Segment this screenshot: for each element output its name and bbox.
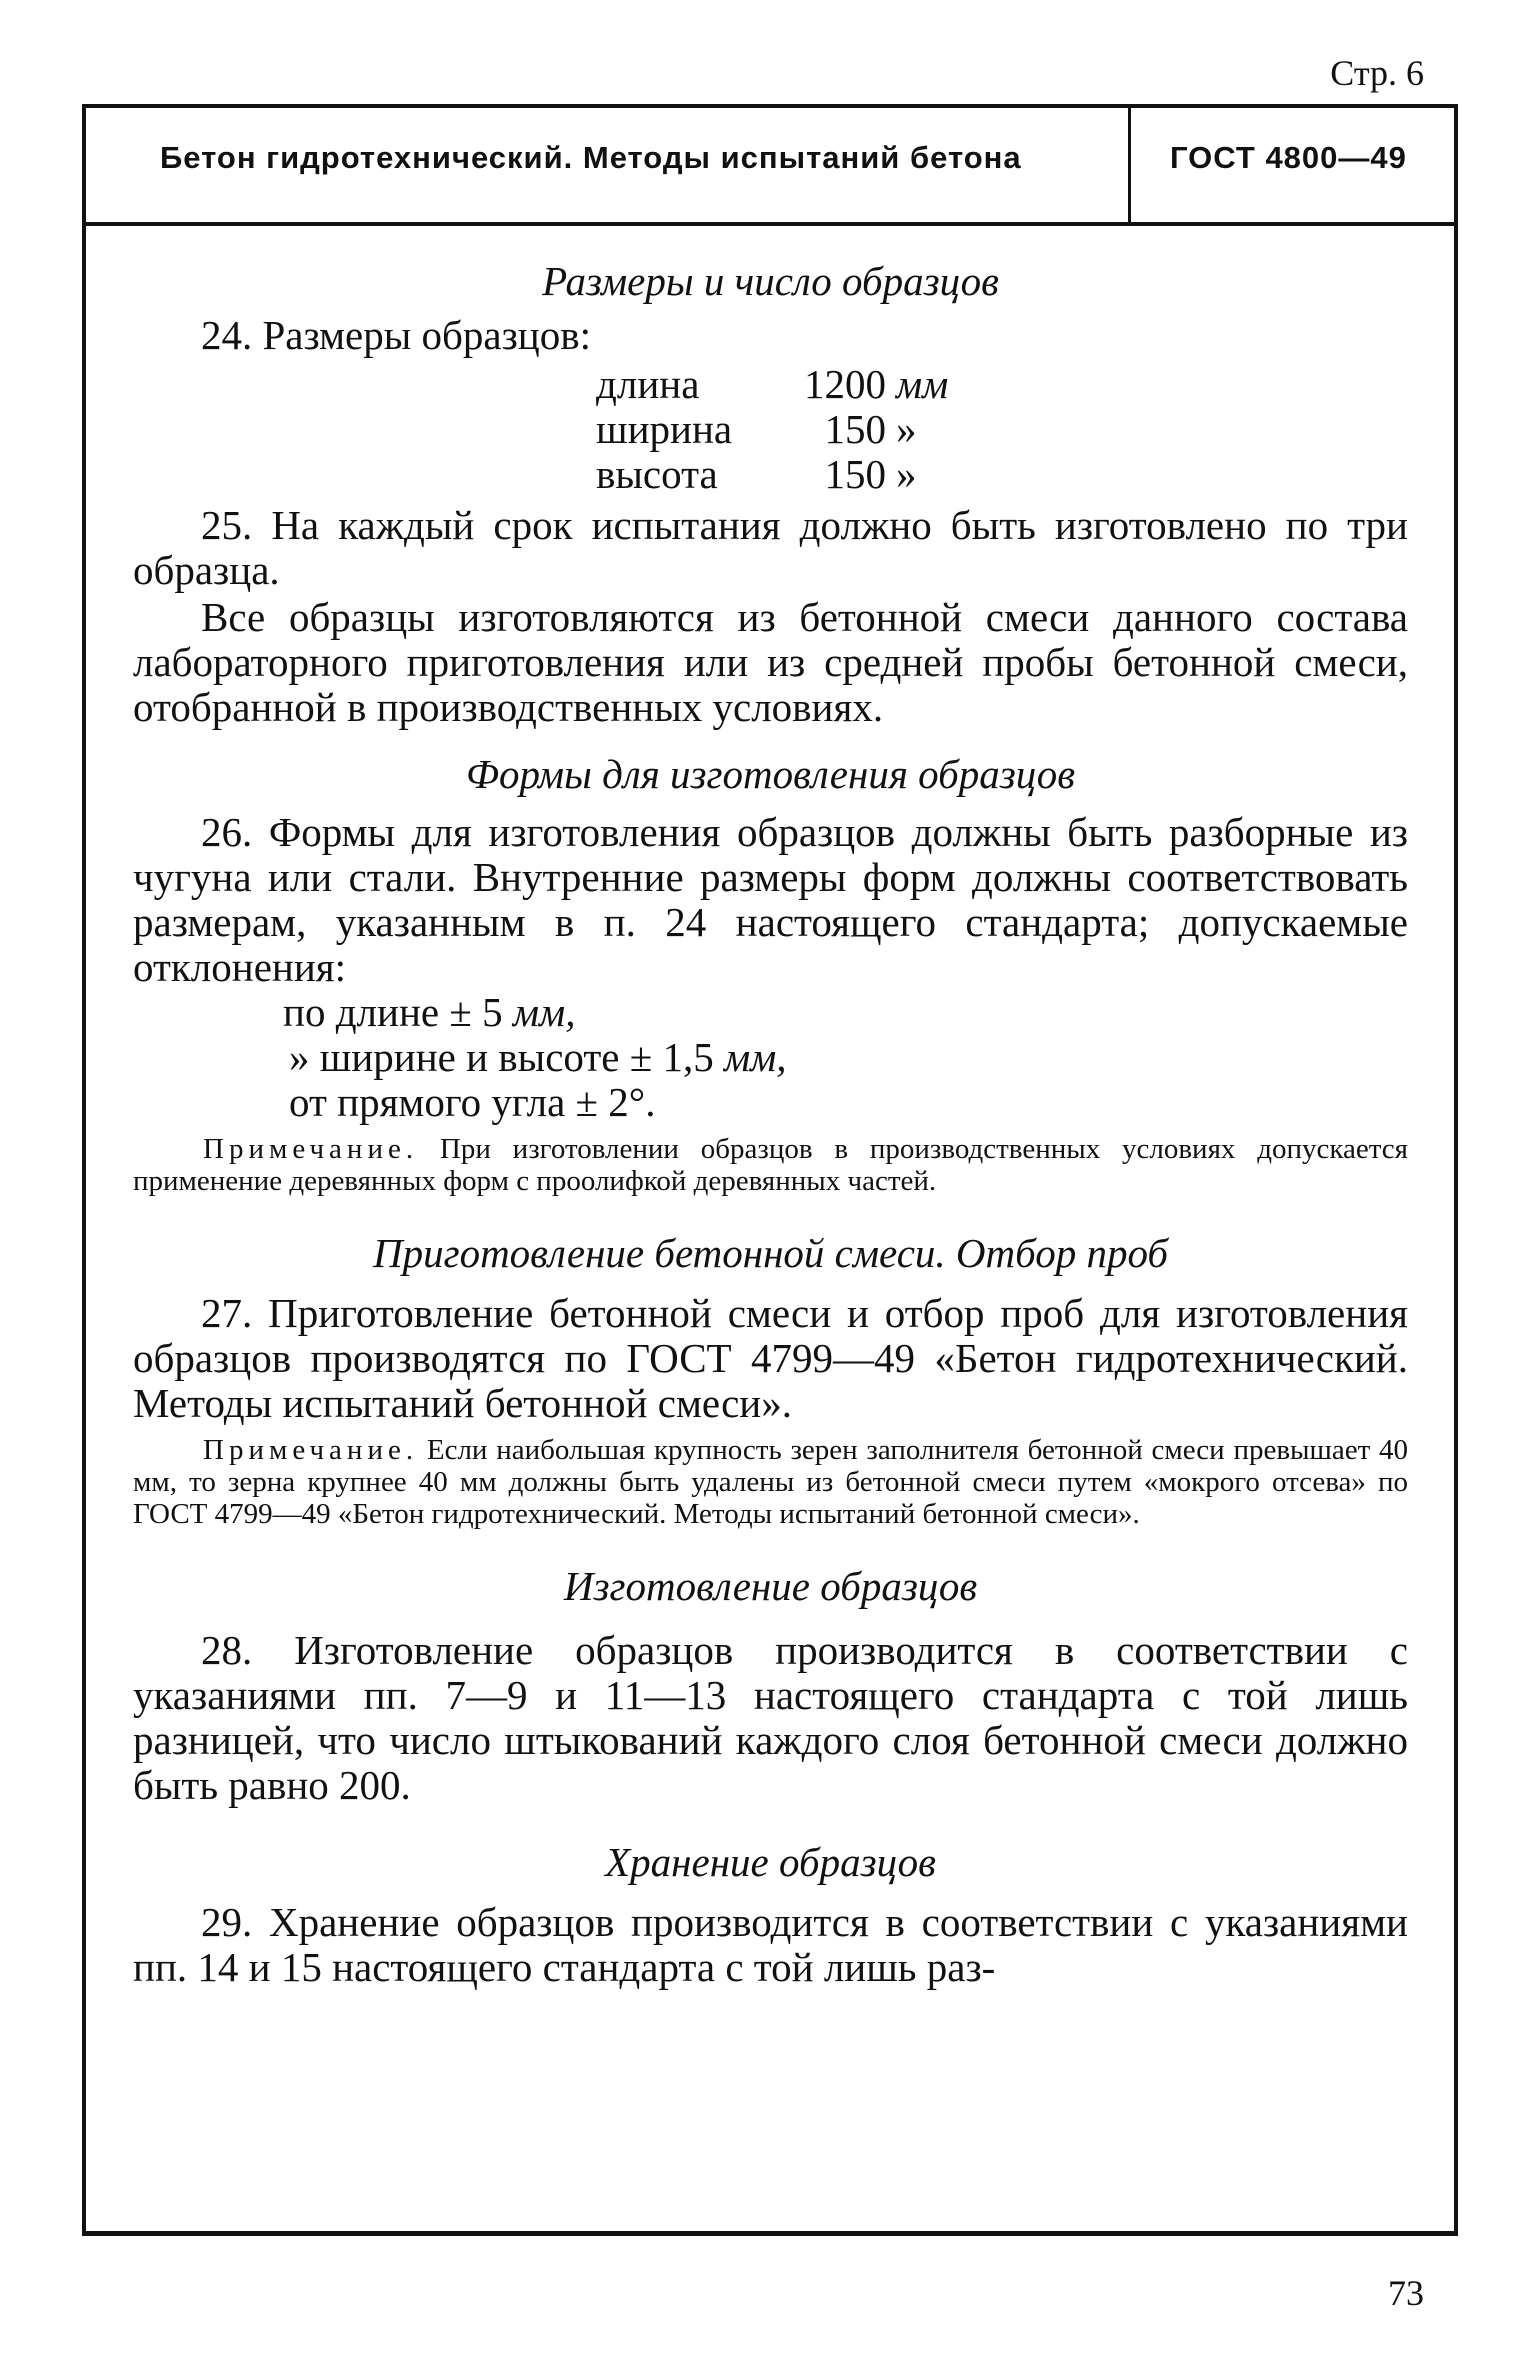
page-number: 73 bbox=[1388, 2273, 1424, 2313]
tolerance-item: по длине ± 5 мм, bbox=[283, 989, 576, 1035]
section-heading: Размеры и число образцов bbox=[542, 258, 999, 304]
paragraph-25-cont: Все образцы изготовляются из бетонной смеси данного состава лабораторного приготовления или из средней пробы бетонной смеси, отобранной в производственных условиях. bbox=[133, 594, 1408, 730]
note-text: При изготовлении образцов в производственных условиях допускается применение деревянных форм с проолифкой деревянных частей. bbox=[133, 1133, 1409, 1197]
dim-name: ширина bbox=[596, 406, 733, 452]
dim-name: высота bbox=[596, 451, 718, 497]
tolerance-item: » ширине и высоте ± 1,5 мм, bbox=[289, 1034, 787, 1080]
bottom-rule bbox=[82, 2231, 1458, 2236]
note bbox=[133, 1434, 1408, 1530]
note bbox=[133, 1133, 1408, 1197]
dim-name: длина bbox=[596, 361, 700, 407]
header-rule bbox=[82, 222, 1458, 226]
paragraph-24: 24. Размеры образцов: bbox=[201, 312, 592, 358]
document-title: Бетон гидротехнический. Методы испытаний бетона bbox=[160, 140, 1022, 175]
paragraph-28: 28. Изготовление образцов производится в соответствии с указаниями пп. 7—9 и 11—13 настоящего стандарта с той лишь разницей, что число штыкований каждого слоя бетонной смеси должно быть равно 200. bbox=[133, 1627, 1408, 1808]
paragraph-26: 26. Формы для изготовления образцов должны быть разборные из чугуна или стали. Внутренние размеры форм должны соответствовать размерам, указанным в п. 24 настоящего стандарта; допускаемые отклонения: bbox=[133, 809, 1408, 990]
section-heading: Хранение образцов bbox=[605, 1839, 936, 1885]
tolerances-list bbox=[283, 990, 1408, 1125]
dim-unit: » bbox=[896, 406, 917, 452]
dim-value: 150 bbox=[824, 406, 886, 452]
page-label: Стр. 6 bbox=[1330, 53, 1424, 93]
note-label: Примечание. bbox=[203, 1133, 419, 1165]
paragraph-25: 25. На каждый срок испытания должно быть изготовлено по три образца. bbox=[133, 502, 1408, 593]
dim-value: 150 bbox=[824, 451, 886, 497]
page-content bbox=[133, 255, 1408, 1990]
paragraph-27: 27. Приготовление бетонной смеси и отбор проб для изготовления образцов производятся по ГОСТ 4799—49 «Бетон гидротехнический. Методы испытаний бетонной смеси». bbox=[133, 1290, 1408, 1426]
standard-code: ГОСТ 4800—49 bbox=[1170, 140, 1407, 175]
dimensions-table bbox=[596, 362, 1408, 497]
section-heading: Формы для изготовления образцов bbox=[465, 751, 1076, 797]
section-heading: Изготовление образцов bbox=[563, 1563, 978, 1609]
dim-unit: мм bbox=[896, 361, 949, 407]
dim-unit: » bbox=[896, 451, 917, 497]
note-label: Примечание. bbox=[203, 1434, 419, 1466]
dim-value: 1200 bbox=[804, 361, 886, 407]
paragraph-29: 29. Хранение образцов производится в соответствии с указаниями пп. 14 и 15 настоящего стандарта с той лишь раз- bbox=[133, 1899, 1408, 1990]
tolerance-item: от прямого угла ± 2°. bbox=[289, 1079, 656, 1125]
section-heading: Приготовление бетонной смеси. Отбор проб bbox=[372, 1230, 1169, 1276]
header-divider bbox=[1128, 108, 1131, 222]
note-text: Если наибольшая крупность зерен заполнителя бетонной смеси превышает 40 мм, то зерна крупнее 40 мм должны быть удалены из бетонной смеси путем «мокрого отсева» по ГОСТ 4799—49 «Бетон гидротехнический. Методы испытаний бетонной смеси». bbox=[133, 1434, 1409, 1530]
